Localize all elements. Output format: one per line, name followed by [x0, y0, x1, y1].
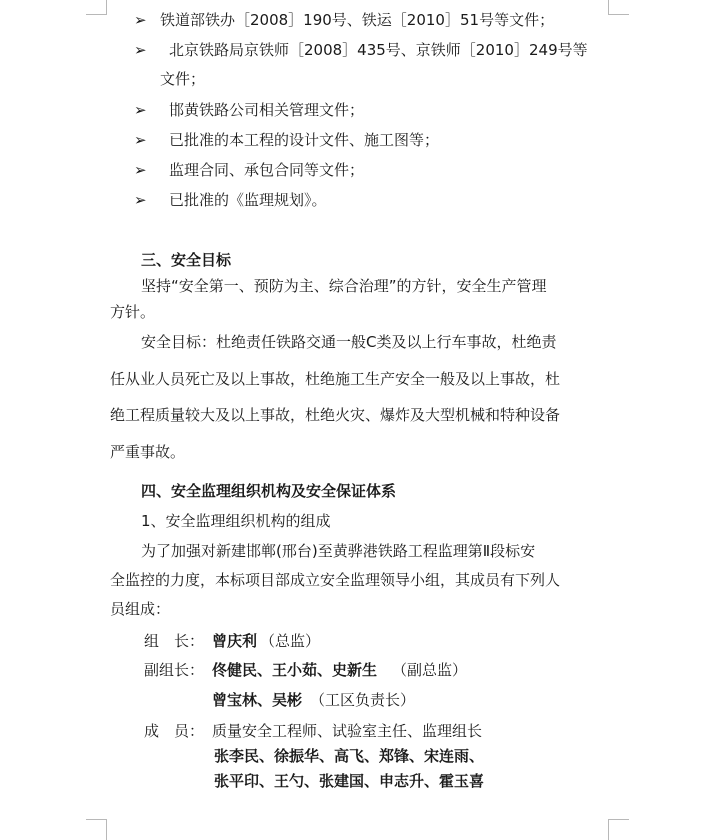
- bullet-arrow-icon: [134, 10, 147, 30]
- crop-mark-bottom-right: [608, 819, 629, 840]
- bullet-item: 监理合同、承包合同等文件；: [169, 161, 365, 179]
- roster-member-names: 张李民、徐振华、高飞、郑锋、宋连雨、: [214, 747, 485, 765]
- subheading: 1、安全监理组织机构的组成: [141, 512, 331, 530]
- paragraph-line: 任从业人员死亡及以上事故，杜绝施工生产安全一般及以上事故，杜: [110, 370, 561, 388]
- roster-deputy-role: （副总监）: [392, 661, 468, 679]
- roster-deputy2-names: 曾宝林、吴彬: [212, 691, 303, 709]
- bullet-item: 已批准的本工程的设计文件、施工图等；: [169, 131, 440, 149]
- paragraph-line: 坚持“安全第一、预防为主、综合治理”的方针，安全生产管理: [141, 277, 547, 295]
- paragraph-line: 全监控的力度，本标项目部成立安全监理领导小组，其成员有下列人: [110, 571, 561, 589]
- roster-deputy-names: 佟健民、王小茹、史新生: [212, 661, 378, 679]
- crop-mark-top-right: [608, 0, 629, 15]
- roster-deputy2-role: （工区负责长）: [310, 691, 416, 709]
- roster-member-names: 张平印、王勺、张建国、申志升、霍玉喜: [214, 772, 485, 790]
- roster-label-members: 成 员：: [144, 722, 205, 740]
- roster-label-deputy: 副组长：: [144, 661, 205, 679]
- bullet-arrow-icon: [134, 190, 147, 210]
- section-heading: 三、安全目标: [141, 251, 232, 269]
- roster-label-leader: 组 长：: [144, 632, 205, 650]
- section-heading: 四、安全监理组织机构及安全保证体系: [141, 482, 397, 500]
- paragraph-line: 绝工程质量较大及以上事故，杜绝火灾、爆炸及大型机械和特种设备: [110, 406, 561, 424]
- paragraph-line: 严重事故。: [110, 443, 186, 461]
- paragraph-line: 方针。: [110, 303, 156, 321]
- bullet-arrow-icon: [134, 160, 147, 180]
- crop-mark-top-left: [86, 0, 107, 15]
- bullet-item: 邯黄铁路公司相关管理文件；: [169, 101, 365, 119]
- bullet-arrow-icon: [134, 40, 147, 60]
- bullet-arrow-icon: [134, 100, 147, 120]
- bullet-item: 铁道部铁办［2008］190号、铁运［2010］51号等文件；: [160, 11, 555, 29]
- roster-leader-role: （总监）: [260, 632, 321, 650]
- paragraph-line: 员组成：: [110, 600, 171, 618]
- bullet-item-continuation: 文件；: [160, 70, 206, 88]
- roster-leader-name: 曾庆利: [212, 632, 258, 650]
- crop-mark-bottom-left: [86, 819, 107, 840]
- bullet-item: 北京铁路局京铁师［2008］435号、京铁师［2010］249号等: [169, 41, 588, 59]
- roster-member-roles: 质量安全工程师、试验室主任、监理组长: [212, 722, 483, 740]
- paragraph-line: 为了加强对新建邯郸(邢台)至黄骅港铁路工程监理第Ⅱ段标安: [141, 542, 536, 560]
- paragraph-line: 安全目标：杜绝责任铁路交通一般C类及以上行车事故，杜绝责: [141, 333, 557, 351]
- bullet-item: 已批准的《监理规划》。: [169, 191, 327, 209]
- bullet-arrow-icon: [134, 130, 147, 150]
